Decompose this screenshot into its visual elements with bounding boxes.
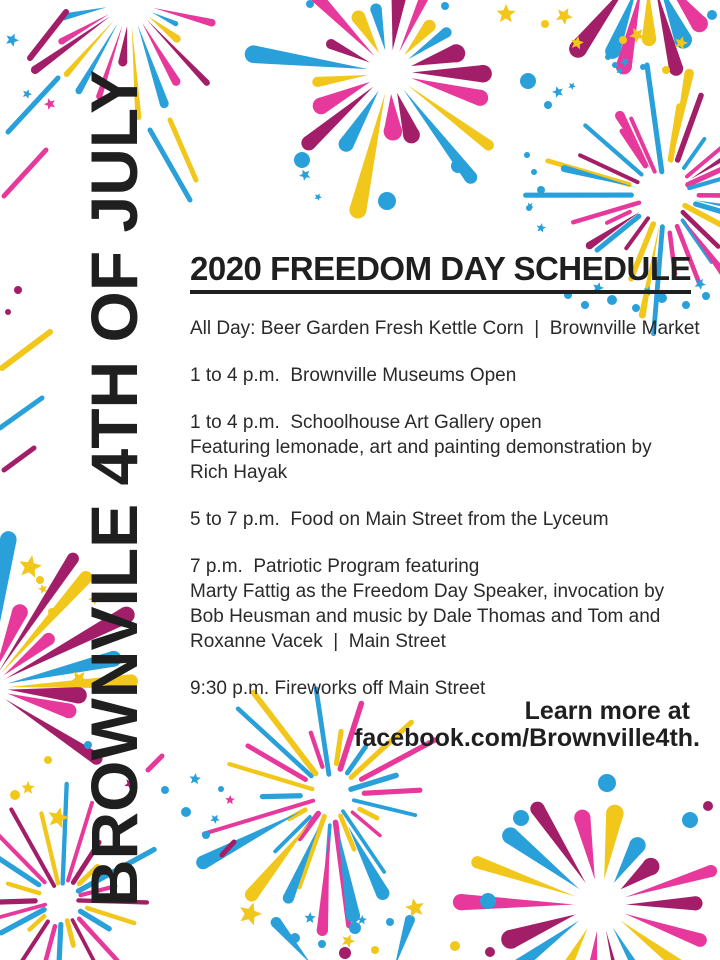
schedule-title: 2020 FREEDOM DAY SCHEDULE [190, 250, 691, 294]
vertical-title: BROWNVILE 4TH OF JULY [76, 69, 151, 908]
schedule-list [190, 316, 720, 701]
schedule-item [190, 363, 720, 388]
schedule-item [190, 554, 720, 654]
schedule-line: Bob Heusman and music by Dale Thomas and Tom and [190, 606, 661, 627]
schedule-line: Rich Hayak [190, 462, 288, 483]
schedule-line: All Day: Beer Garden Fresh Kettle Corn | Brownville Market [190, 318, 700, 339]
footer [354, 698, 700, 752]
footer-learn-more-text: Learn more at [524, 697, 690, 725]
footer-facebook-url: facebook.com/Brownville4th. [354, 724, 700, 752]
schedule-item [190, 507, 720, 532]
schedule-line: Roxanne Vacek | Main Street [190, 631, 446, 652]
schedule-line: 1 to 4 p.m. Brownville Museums Open [190, 365, 517, 386]
schedule-line: Marty Fattig as the Freedom Day Speaker, invocation by [190, 581, 665, 602]
schedule-line: 9:30 p.m. Fireworks off Main Street [190, 678, 486, 699]
schedule-line: Featuring lemonade, art and painting demonstration by [190, 437, 652, 458]
schedule-item [190, 316, 720, 341]
schedule-item [190, 410, 720, 485]
schedule-line: 1 to 4 p.m. Schoolhouse Art Gallery open [190, 412, 542, 433]
schedule-line: 5 to 7 p.m. Food on Main Street from the Lyceum [190, 509, 609, 530]
schedule-section [190, 250, 720, 723]
schedule-line: 7 p.m. Patriotic Program featuring [190, 556, 480, 577]
